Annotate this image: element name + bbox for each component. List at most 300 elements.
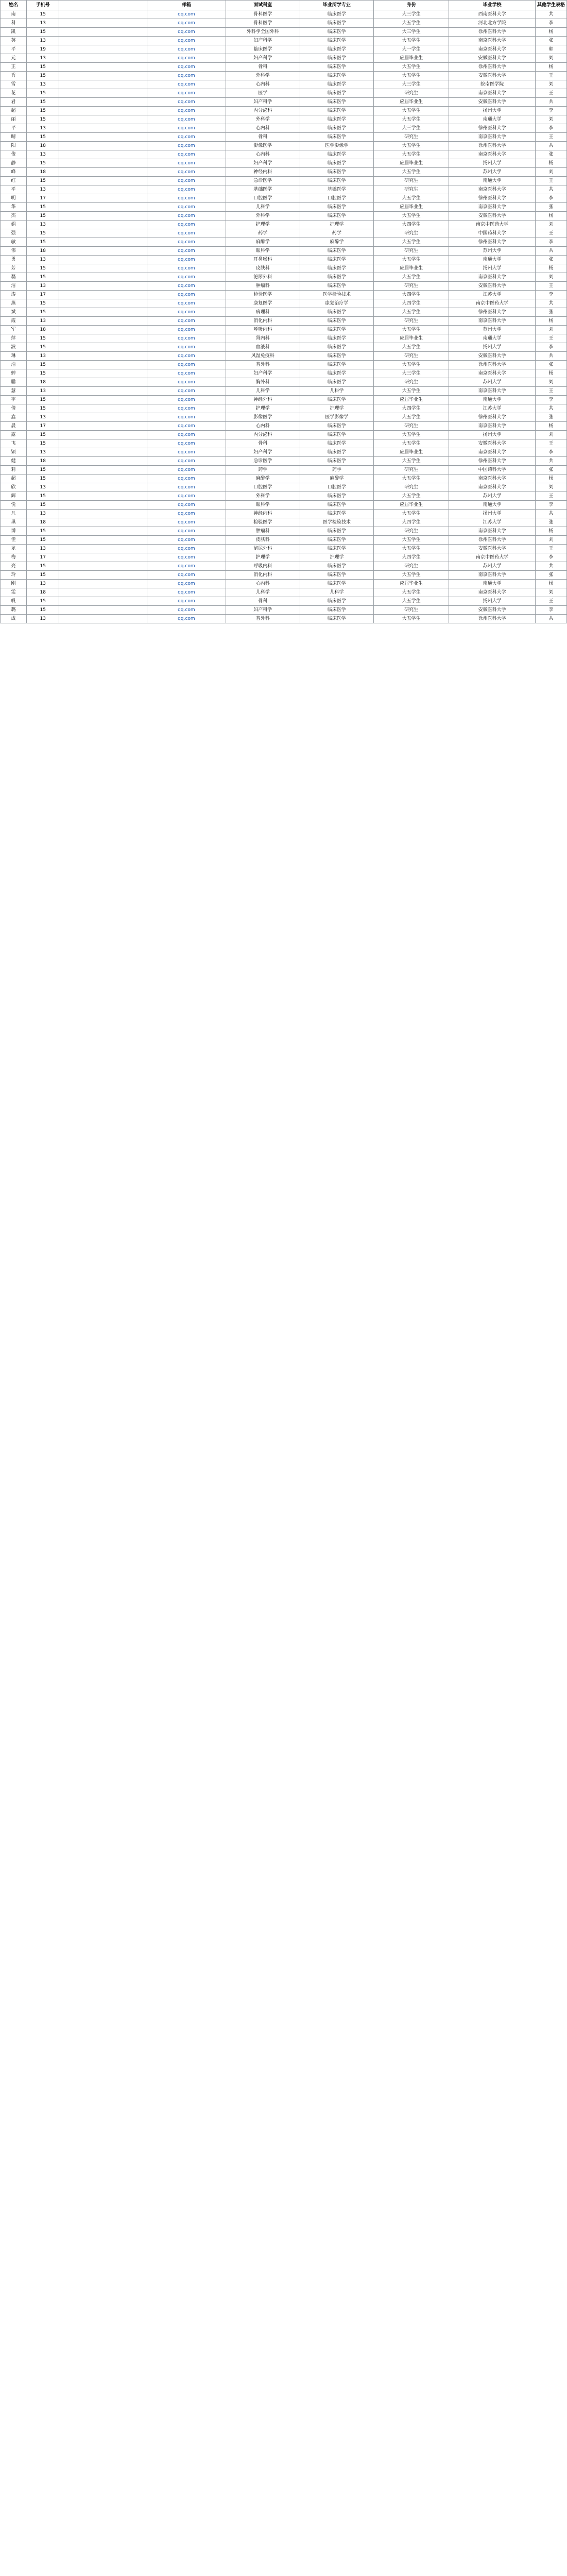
cell-status[interactable]: 研究生: [374, 89, 449, 98]
cell-phone-masked[interactable]: [59, 448, 147, 457]
cell-phone[interactable]: 15: [27, 159, 59, 168]
cell-school[interactable]: 南京医科大学: [449, 527, 536, 536]
cell-phone-masked[interactable]: [59, 597, 147, 606]
cell-name[interactable]: 博: [1, 527, 27, 536]
cell-name[interactable]: 欣: [1, 483, 27, 492]
cell-phone-masked[interactable]: [59, 492, 147, 501]
cell-major[interactable]: 临床医学: [300, 98, 374, 107]
cell-phone[interactable]: 17: [27, 422, 59, 431]
cell-major[interactable]: 临床医学: [300, 545, 374, 553]
cell-name[interactable]: 凡: [1, 510, 27, 518]
cell-other[interactable]: 李: [536, 107, 567, 115]
cell-other[interactable]: 共: [536, 352, 567, 361]
cell-name[interactable]: 宇: [1, 396, 27, 404]
cell-email[interactable]: qq.com: [147, 107, 226, 115]
cell-major[interactable]: 临床医学: [300, 422, 374, 431]
cell-other[interactable]: 杨: [536, 159, 567, 168]
table-row[interactable]: [1, 317, 567, 326]
table-row[interactable]: [1, 282, 567, 291]
cell-school[interactable]: 安徽医科大学: [449, 439, 536, 448]
table-row[interactable]: [1, 369, 567, 378]
cell-status[interactable]: 研究生: [374, 185, 449, 194]
cell-other[interactable]: 共: [536, 457, 567, 466]
table-row[interactable]: [1, 124, 567, 133]
cell-school[interactable]: 中国药科大学: [449, 229, 536, 238]
cell-name[interactable]: 杰: [1, 212, 27, 221]
cell-phone-masked[interactable]: [59, 159, 147, 168]
cell-school[interactable]: 南京医科大学: [449, 37, 536, 45]
cell-school[interactable]: 徐州医科大学: [449, 615, 536, 623]
cell-dept[interactable]: 口腔医学: [226, 483, 300, 492]
table-row[interactable]: [1, 536, 567, 545]
cell-phone-masked[interactable]: [59, 562, 147, 571]
cell-major[interactable]: 基础医学: [300, 185, 374, 194]
cell-name[interactable]: 晴: [1, 133, 27, 142]
cell-status[interactable]: 大五学生: [374, 457, 449, 466]
cell-phone[interactable]: 13: [27, 256, 59, 264]
cell-status[interactable]: 应届毕业生: [374, 98, 449, 107]
cell-major[interactable]: 临床医学: [300, 343, 374, 352]
cell-major[interactable]: 临床医学: [300, 492, 374, 501]
cell-school[interactable]: 南通大学: [449, 256, 536, 264]
cell-phone-masked[interactable]: [59, 221, 147, 229]
cell-status[interactable]: 大五学生: [374, 413, 449, 422]
cell-major[interactable]: 临床医学: [300, 615, 374, 623]
cell-phone-masked[interactable]: [59, 168, 147, 177]
cell-phone[interactable]: 18: [27, 518, 59, 527]
cell-email[interactable]: qq.com: [147, 45, 226, 54]
cell-email[interactable]: qq.com: [147, 133, 226, 142]
cell-status[interactable]: 大五学生: [374, 238, 449, 247]
cell-other[interactable]: 王: [536, 89, 567, 98]
table-row[interactable]: [1, 597, 567, 606]
cell-dept[interactable]: 耳鼻喉科: [226, 256, 300, 264]
cell-dept[interactable]: 心内科: [226, 124, 300, 133]
cell-phone-masked[interactable]: [59, 580, 147, 588]
table-row[interactable]: [1, 63, 567, 72]
cell-phone[interactable]: 15: [27, 536, 59, 545]
cell-status[interactable]: 大五学生: [374, 615, 449, 623]
cell-name[interactable]: 华: [1, 203, 27, 212]
cell-phone-masked[interactable]: [59, 10, 147, 19]
cell-school[interactable]: 南通大学: [449, 334, 536, 343]
cell-dept[interactable]: 麻醉学: [226, 238, 300, 247]
cell-email[interactable]: qq.com: [147, 597, 226, 606]
cell-school[interactable]: 扬州大学: [449, 510, 536, 518]
table-row[interactable]: [1, 439, 567, 448]
cell-other[interactable]: 刘: [536, 378, 567, 387]
cell-email[interactable]: qq.com: [147, 317, 226, 326]
cell-email[interactable]: qq.com: [147, 308, 226, 317]
cell-status[interactable]: 研究生: [374, 422, 449, 431]
cell-other[interactable]: 刘: [536, 536, 567, 545]
cell-name[interactable]: 雪: [1, 80, 27, 89]
cell-major[interactable]: 医学影像学: [300, 142, 374, 150]
cell-name[interactable]: 秀: [1, 72, 27, 80]
cell-dept[interactable]: 神经外科: [226, 396, 300, 404]
cell-major[interactable]: 临床医学: [300, 133, 374, 142]
cell-phone-masked[interactable]: [59, 378, 147, 387]
table-row[interactable]: [1, 229, 567, 238]
cell-school[interactable]: 江苏大学: [449, 518, 536, 527]
cell-major[interactable]: 护理学: [300, 221, 374, 229]
cell-phone-masked[interactable]: [59, 256, 147, 264]
table-row[interactable]: [1, 606, 567, 615]
cell-phone[interactable]: 15: [27, 10, 59, 19]
cell-email[interactable]: qq.com: [147, 185, 226, 194]
cell-status[interactable]: 大五学生: [374, 194, 449, 203]
cell-dept[interactable]: 护理学: [226, 404, 300, 413]
cell-major[interactable]: 临床医学: [300, 457, 374, 466]
cell-email[interactable]: qq.com: [147, 413, 226, 422]
cell-other[interactable]: 杨: [536, 212, 567, 221]
table-row[interactable]: [1, 474, 567, 483]
cell-email[interactable]: qq.com: [147, 63, 226, 72]
cell-dept[interactable]: 骨科医学: [226, 10, 300, 19]
cell-phone[interactable]: 18: [27, 326, 59, 334]
table-row[interactable]: [1, 562, 567, 571]
cell-school[interactable]: 南京医科大学: [449, 387, 536, 396]
cell-dept[interactable]: 骨科: [226, 133, 300, 142]
table-row[interactable]: [1, 80, 567, 89]
cell-phone[interactable]: 15: [27, 527, 59, 536]
cell-phone[interactable]: 13: [27, 37, 59, 45]
header-phone[interactable]: 手机号: [27, 1, 59, 10]
cell-email[interactable]: qq.com: [147, 256, 226, 264]
cell-email[interactable]: qq.com: [147, 212, 226, 221]
cell-phone-masked[interactable]: [59, 466, 147, 474]
cell-dept[interactable]: 神经内科: [226, 510, 300, 518]
header-status[interactable]: 身份: [374, 1, 449, 10]
table-row[interactable]: [1, 457, 567, 466]
cell-other[interactable]: 刘: [536, 431, 567, 439]
cell-school[interactable]: 徐州医科大学: [449, 536, 536, 545]
header-email[interactable]: 邮箱: [147, 1, 226, 10]
cell-name[interactable]: 俊: [1, 150, 27, 159]
table-row[interactable]: [1, 150, 567, 159]
cell-name[interactable]: 涛: [1, 291, 27, 299]
cell-phone-masked[interactable]: [59, 571, 147, 580]
table-row[interactable]: [1, 326, 567, 334]
cell-phone[interactable]: 15: [27, 98, 59, 107]
cell-email[interactable]: qq.com: [147, 80, 226, 89]
cell-phone[interactable]: 15: [27, 334, 59, 343]
cell-other[interactable]: 张: [536, 571, 567, 580]
cell-status[interactable]: 研究生: [374, 606, 449, 615]
cell-school[interactable]: 南通大学: [449, 396, 536, 404]
table-row[interactable]: [1, 115, 567, 124]
cell-name[interactable]: 平: [1, 124, 27, 133]
cell-email[interactable]: qq.com: [147, 553, 226, 562]
cell-email[interactable]: qq.com: [147, 422, 226, 431]
cell-email[interactable]: qq.com: [147, 396, 226, 404]
cell-dept[interactable]: 泌尿外科: [226, 273, 300, 282]
cell-email[interactable]: qq.com: [147, 474, 226, 483]
table-row[interactable]: [1, 133, 567, 142]
cell-major[interactable]: 临床医学: [300, 124, 374, 133]
cell-school[interactable]: 安徽医科大学: [449, 606, 536, 615]
cell-name[interactable]: 琪: [1, 518, 27, 527]
cell-phone[interactable]: 15: [27, 89, 59, 98]
cell-name[interactable]: 浩: [1, 361, 27, 369]
cell-phone[interactable]: 15: [27, 238, 59, 247]
cell-name[interactable]: 成: [1, 615, 27, 623]
cell-other[interactable]: 张: [536, 466, 567, 474]
cell-name[interactable]: 超: [1, 107, 27, 115]
cell-name[interactable]: 峰: [1, 168, 27, 177]
cell-phone-masked[interactable]: [59, 63, 147, 72]
cell-dept[interactable]: 普外科: [226, 615, 300, 623]
cell-phone[interactable]: 18: [27, 142, 59, 150]
cell-phone-masked[interactable]: [59, 396, 147, 404]
cell-phone[interactable]: 18: [27, 457, 59, 466]
cell-email[interactable]: qq.com: [147, 19, 226, 28]
cell-major[interactable]: 临床医学: [300, 10, 374, 19]
cell-email[interactable]: qq.com: [147, 387, 226, 396]
cell-school[interactable]: 徐州医科大学: [449, 308, 536, 317]
cell-name[interactable]: 倩: [1, 404, 27, 413]
cell-major[interactable]: 临床医学: [300, 212, 374, 221]
cell-status[interactable]: 大五学生: [374, 474, 449, 483]
cell-dept[interactable]: 影像医学: [226, 413, 300, 422]
cell-name[interactable]: 亮: [1, 562, 27, 571]
cell-major[interactable]: 临床医学: [300, 597, 374, 606]
cell-major[interactable]: 临床医学: [300, 19, 374, 28]
cell-other[interactable]: 杨: [536, 422, 567, 431]
cell-school[interactable]: 安徽医科大学: [449, 282, 536, 291]
cell-email[interactable]: qq.com: [147, 404, 226, 413]
cell-status[interactable]: 大五学生: [374, 168, 449, 177]
cell-school[interactable]: 徐州医科大学: [449, 238, 536, 247]
cell-phone-masked[interactable]: [59, 98, 147, 107]
cell-email[interactable]: qq.com: [147, 247, 226, 256]
cell-status[interactable]: 应届毕业生: [374, 448, 449, 457]
cell-other[interactable]: 杨: [536, 580, 567, 588]
cell-name[interactable]: 超: [1, 474, 27, 483]
cell-email[interactable]: qq.com: [147, 492, 226, 501]
cell-email[interactable]: qq.com: [147, 124, 226, 133]
cell-dept[interactable]: 药学: [226, 466, 300, 474]
cell-major[interactable]: 临床医学: [300, 448, 374, 457]
cell-school[interactable]: 南京中医药大学: [449, 553, 536, 562]
cell-status[interactable]: 大五学生: [374, 588, 449, 597]
cell-phone-masked[interactable]: [59, 588, 147, 597]
cell-major[interactable]: 临床医学: [300, 247, 374, 256]
cell-phone[interactable]: 15: [27, 474, 59, 483]
cell-dept[interactable]: 妇产科学: [226, 98, 300, 107]
cell-email[interactable]: qq.com: [147, 89, 226, 98]
cell-major[interactable]: 临床医学: [300, 510, 374, 518]
cell-email[interactable]: qq.com: [147, 291, 226, 299]
cell-major[interactable]: 临床医学: [300, 536, 374, 545]
cell-school[interactable]: 皖南医学院: [449, 80, 536, 89]
cell-phone-masked[interactable]: [59, 404, 147, 413]
cell-major[interactable]: 临床医学: [300, 72, 374, 80]
cell-major[interactable]: 临床医学: [300, 396, 374, 404]
cell-school[interactable]: 徐州医科大学: [449, 28, 536, 37]
cell-dept[interactable]: 妇产科学: [226, 448, 300, 457]
cell-other[interactable]: 郭: [536, 45, 567, 54]
cell-phone-masked[interactable]: [59, 483, 147, 492]
cell-phone[interactable]: 15: [27, 212, 59, 221]
cell-other[interactable]: 刘: [536, 483, 567, 492]
cell-name[interactable]: 斌: [1, 308, 27, 317]
cell-phone[interactable]: 17: [27, 553, 59, 562]
cell-other[interactable]: 王: [536, 133, 567, 142]
cell-name[interactable]: 娟: [1, 221, 27, 229]
cell-phone-masked[interactable]: [59, 387, 147, 396]
cell-school[interactable]: 南京医科大学: [449, 483, 536, 492]
table-row[interactable]: [1, 256, 567, 264]
cell-dept[interactable]: 心内科: [226, 422, 300, 431]
cell-major[interactable]: 临床医学: [300, 369, 374, 378]
cell-major[interactable]: 医学检验技术: [300, 518, 374, 527]
cell-status[interactable]: 应届毕业生: [374, 334, 449, 343]
table-row[interactable]: [1, 518, 567, 527]
cell-school[interactable]: 扬州大学: [449, 597, 536, 606]
cell-name[interactable]: 静: [1, 159, 27, 168]
cell-name[interactable]: 阳: [1, 142, 27, 150]
cell-email[interactable]: qq.com: [147, 168, 226, 177]
cell-phone-masked[interactable]: [59, 343, 147, 352]
cell-status[interactable]: 研究生: [374, 133, 449, 142]
cell-email[interactable]: qq.com: [147, 273, 226, 282]
table-row[interactable]: [1, 177, 567, 185]
cell-phone[interactable]: 13: [27, 19, 59, 28]
cell-name[interactable]: 正: [1, 63, 27, 72]
cell-dept[interactable]: 消化内科: [226, 571, 300, 580]
cell-other[interactable]: 杨: [536, 527, 567, 536]
cell-school[interactable]: 南京医科大学: [449, 571, 536, 580]
table-row[interactable]: [1, 185, 567, 194]
cell-status[interactable]: 应届毕业生: [374, 54, 449, 63]
cell-other[interactable]: 王: [536, 387, 567, 396]
cell-name[interactable]: 飞: [1, 439, 27, 448]
cell-major[interactable]: 儿科学: [300, 387, 374, 396]
cell-school[interactable]: 南通大学: [449, 177, 536, 185]
cell-school[interactable]: 南京医科大学: [449, 588, 536, 597]
cell-phone[interactable]: 17: [27, 291, 59, 299]
cell-school[interactable]: 安徽医科大学: [449, 54, 536, 63]
cell-dept[interactable]: 血液科: [226, 343, 300, 352]
cell-other[interactable]: 张: [536, 150, 567, 159]
cell-phone[interactable]: 15: [27, 597, 59, 606]
cell-phone[interactable]: 15: [27, 72, 59, 80]
cell-status[interactable]: 大四学生: [374, 299, 449, 308]
cell-dept[interactable]: 胸外科: [226, 378, 300, 387]
cell-phone-masked[interactable]: [59, 308, 147, 317]
cell-phone-masked[interactable]: [59, 72, 147, 80]
cell-phone[interactable]: 15: [27, 229, 59, 238]
cell-other[interactable]: 共: [536, 404, 567, 413]
cell-dept[interactable]: 儿科学: [226, 203, 300, 212]
cell-email[interactable]: qq.com: [147, 439, 226, 448]
cell-major[interactable]: 口腔医学: [300, 483, 374, 492]
cell-dept[interactable]: 妇产科学: [226, 159, 300, 168]
cell-major[interactable]: 临床医学: [300, 282, 374, 291]
cell-phone[interactable]: 13: [27, 580, 59, 588]
cell-email[interactable]: qq.com: [147, 466, 226, 474]
cell-name[interactable]: 英: [1, 37, 27, 45]
cell-email[interactable]: qq.com: [147, 343, 226, 352]
cell-email[interactable]: qq.com: [147, 159, 226, 168]
cell-name[interactable]: 颖: [1, 448, 27, 457]
cell-email[interactable]: qq.com: [147, 518, 226, 527]
table-row[interactable]: [1, 510, 567, 518]
cell-status[interactable]: 大四学生: [374, 221, 449, 229]
cell-status[interactable]: 大五学生: [374, 19, 449, 28]
cell-email[interactable]: qq.com: [147, 221, 226, 229]
cell-email[interactable]: qq.com: [147, 334, 226, 343]
cell-status[interactable]: 大五学生: [374, 150, 449, 159]
cell-phone-masked[interactable]: [59, 369, 147, 378]
cell-status[interactable]: 研究生: [374, 177, 449, 185]
cell-phone[interactable]: 15: [27, 571, 59, 580]
cell-school[interactable]: 扬州大学: [449, 107, 536, 115]
cell-school[interactable]: 南京医科大学: [449, 150, 536, 159]
cell-name[interactable]: 君: [1, 98, 27, 107]
cell-name[interactable]: 琳: [1, 352, 27, 361]
cell-major[interactable]: 临床医学: [300, 273, 374, 282]
header-dept[interactable]: 面试科室: [226, 1, 300, 10]
cell-school[interactable]: 安徽医科大学: [449, 72, 536, 80]
cell-major[interactable]: 临床医学: [300, 317, 374, 326]
cell-name[interactable]: 辉: [1, 492, 27, 501]
cell-email[interactable]: qq.com: [147, 536, 226, 545]
cell-name[interactable]: 雯: [1, 588, 27, 597]
table-row[interactable]: [1, 501, 567, 510]
cell-dept[interactable]: 影像医学: [226, 142, 300, 150]
cell-status[interactable]: 大五学生: [374, 308, 449, 317]
cell-phone-masked[interactable]: [59, 177, 147, 185]
cell-status[interactable]: 大三学生: [374, 124, 449, 133]
cell-dept[interactable]: 泌尿外科: [226, 545, 300, 553]
cell-other[interactable]: 杨: [536, 474, 567, 483]
cell-email[interactable]: qq.com: [147, 54, 226, 63]
cell-dept[interactable]: 护理学: [226, 221, 300, 229]
cell-dept[interactable]: 骨科: [226, 439, 300, 448]
cell-status[interactable]: 大五学生: [374, 63, 449, 72]
cell-other[interactable]: 王: [536, 439, 567, 448]
cell-phone[interactable]: 13: [27, 545, 59, 553]
cell-school[interactable]: 扬州大学: [449, 159, 536, 168]
cell-other[interactable]: 李: [536, 606, 567, 615]
cell-name[interactable]: 龙: [1, 545, 27, 553]
cell-dept[interactable]: 呼吸内科: [226, 562, 300, 571]
cell-name[interactable]: 莉: [1, 466, 27, 474]
cell-email[interactable]: qq.com: [147, 98, 226, 107]
cell-dept[interactable]: 检验医学: [226, 291, 300, 299]
cell-status[interactable]: 研究生: [374, 378, 449, 387]
table-row[interactable]: [1, 212, 567, 221]
table-row[interactable]: [1, 588, 567, 597]
cell-dept[interactable]: 临床医学: [226, 45, 300, 54]
cell-school[interactable]: 南京医科大学: [449, 448, 536, 457]
cell-school[interactable]: 安徽医科大学: [449, 545, 536, 553]
cell-name[interactable]: 南: [1, 10, 27, 19]
table-row[interactable]: [1, 343, 567, 352]
cell-phone-masked[interactable]: [59, 133, 147, 142]
cell-school[interactable]: 南京医科大学: [449, 89, 536, 98]
cell-dept[interactable]: 皮肤科: [226, 264, 300, 273]
cell-phone-masked[interactable]: [59, 299, 147, 308]
cell-status[interactable]: 大五学生: [374, 212, 449, 221]
cell-major[interactable]: 临床医学: [300, 527, 374, 536]
cell-major[interactable]: 医学影像学: [300, 413, 374, 422]
cell-name[interactable]: 璐: [1, 606, 27, 615]
cell-dept[interactable]: 肿瘤科: [226, 527, 300, 536]
table-row[interactable]: [1, 422, 567, 431]
